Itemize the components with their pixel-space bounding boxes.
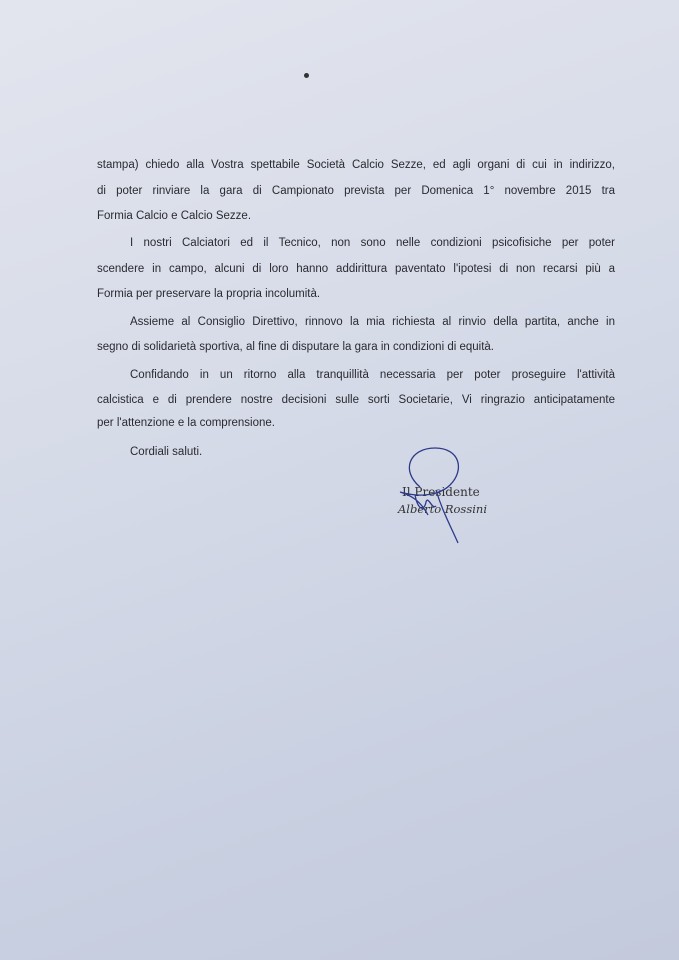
punch-mark xyxy=(304,73,309,78)
handwritten-signature xyxy=(380,440,520,550)
text-line: calcistica e di prendere nostre decisioni sulle sorti Societarie, Vi ringrazio anticipatamente xyxy=(97,394,615,406)
signature-name: Alberto Rossini xyxy=(398,502,487,516)
text-line: Confidando in un ritorno alla tranquillità necessaria per poter proseguire l'attività xyxy=(130,369,615,381)
text-line: segno di solidarietà sportiva, al fine di disputare la gara in condizioni di equità. xyxy=(97,341,494,353)
text-line: Formia per preservare la propria incolumità. xyxy=(97,288,321,300)
text-line: Formia Calcio e Calcio Sezze. xyxy=(97,210,252,222)
text-line: di poter rinviare la gara di Campionato prevista per Domenica 1° novembre 2015 tra xyxy=(97,185,615,197)
text-line: scendere in campo, alcuni di loro hanno addirittura paventato l'ipotesi di non recarsi più a xyxy=(97,263,615,275)
signature-title: Il Presidente xyxy=(402,485,480,499)
text-line: I nostri Calciatori ed il Tecnico, non sono nelle condizioni psicofisiche per poter xyxy=(130,237,615,249)
text-line: stampa) chiedo alla Vostra spettabile Società Calcio Sezze, ed agli organi di cui in indirizzo, xyxy=(97,159,615,171)
text-line: Assieme al Consiglio Direttivo, rinnovo la mia richiesta al rinvio della partita, anche in xyxy=(130,316,615,328)
text-line: per l'attenzione e la comprensione. xyxy=(97,417,275,429)
closing-text: Cordiali saluti. xyxy=(130,446,203,458)
